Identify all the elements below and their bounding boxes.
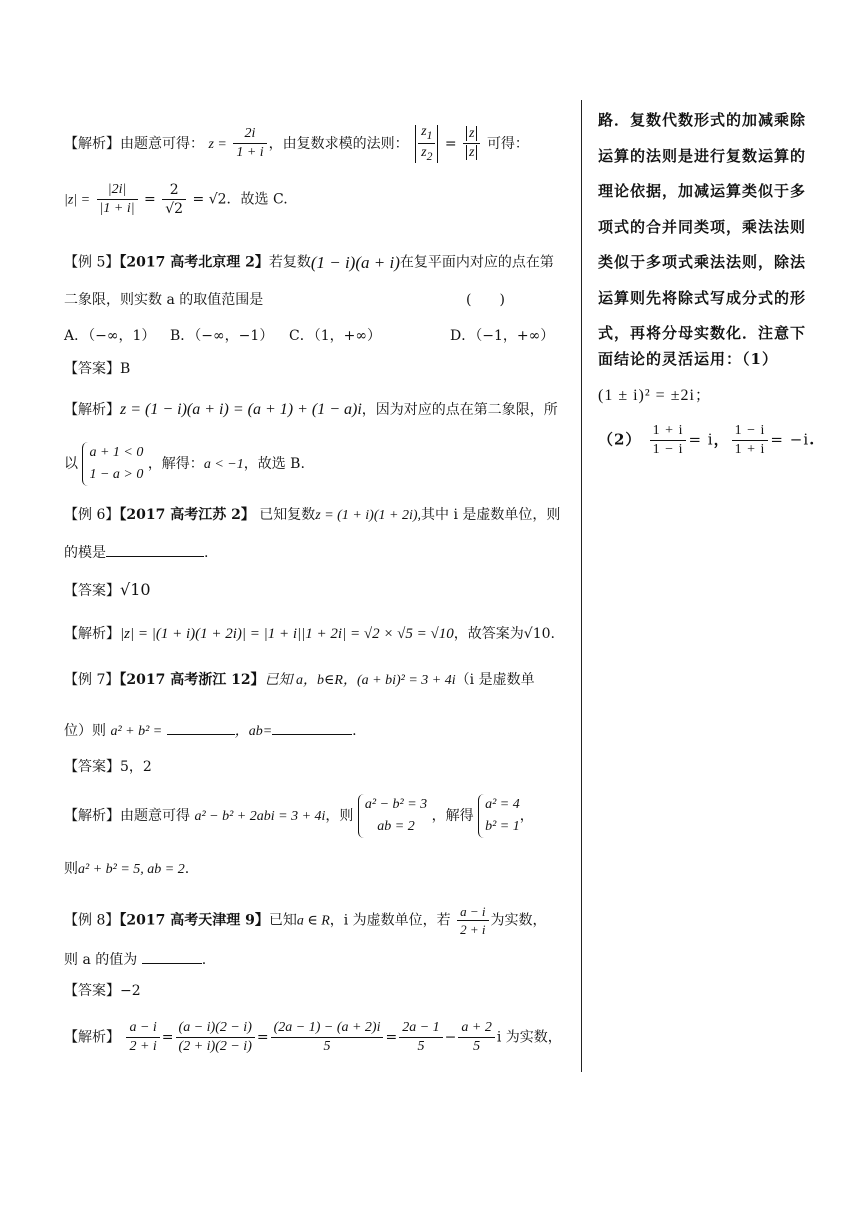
ex8-f2-den: (2 + i)(2 − i) [178, 1039, 252, 1054]
ex7-stem-end: . [352, 723, 357, 739]
ex5-system [82, 442, 143, 486]
ex7-sys2-row2: b² = 1 [485, 819, 520, 834]
ex5-paren: ( ) [466, 292, 505, 308]
ex6-label: 【例 6】 [64, 507, 120, 523]
side-f2-end: . [809, 430, 816, 449]
ex5-jiexi-text: ，因为对应的点在第二象限，所 [361, 402, 558, 418]
ex7-jiexi-1: 由题意可得 [120, 808, 190, 824]
ex5-stem-line1 [64, 254, 554, 271]
ex8-stem-line1 [64, 905, 547, 936]
ex4-rule-text: ，由复数求模的法则： [268, 135, 409, 152]
ex8-frac [457, 905, 488, 936]
ex8-stem-1: 已知 [268, 912, 297, 929]
ex8-f4-num: 2a − 1 [399, 1021, 442, 1038]
ex5-sys-row1: a + 1 < 0 [89, 445, 144, 460]
side-line-3: 理论依据，加减运算类似于多 [598, 182, 807, 200]
ex6-stem-1: 已知复数 [259, 507, 316, 523]
ex5-answer-value: B [120, 361, 131, 377]
ex5-source: 【2017 高考北京理 2】 [119, 254, 269, 271]
ex4-rule-eq: = [444, 135, 457, 152]
ex7-then-end: . [184, 861, 190, 877]
ex5-option-c: C．（1，+∞） [289, 328, 382, 344]
ex8-jiexi-label: 【解析】 [64, 1029, 120, 1046]
ex8-f3 [271, 1021, 384, 1054]
ex5-label: 【例 5】 [64, 254, 120, 271]
ex7-jiexi-label: 【解析】 [64, 808, 120, 824]
ex4-rule-rhs-z2: z [466, 145, 477, 160]
ex8-f3-den: 5 [323, 1039, 331, 1054]
ex8-stem-end: . [201, 952, 207, 968]
ex8-frac-den: 2 + i [460, 922, 486, 937]
ex4-calc-frac2 [162, 183, 186, 216]
ex5-option-d: D．（−1，+∞） [450, 328, 555, 344]
ex8-answer-label: 【答案】 [64, 983, 120, 999]
ex7-system-2 [478, 794, 520, 838]
ex7-blank-1[interactable] [167, 720, 235, 735]
ex5-analysis-line1 [64, 402, 558, 418]
ex7-answer-value: 5，2 [120, 759, 152, 775]
ex4-rule-rhs-z1: z [466, 126, 477, 141]
ex8-label: 【例 8】 [64, 912, 120, 929]
ex7-stem-line1 [64, 673, 535, 688]
ex4-calc-num2: 2 [162, 183, 186, 200]
ex6-stem-end: . [204, 545, 209, 561]
ex4-frac-num: 2i [233, 127, 266, 144]
ex7-jiexi-expr: a² − b² + 2abi = 3 + 4i [194, 809, 326, 824]
ex5-solve-end: ，故选 B. [243, 456, 305, 472]
ex4-jiexi-label: 【解析】 [64, 135, 120, 152]
ex8-f1 [126, 1021, 159, 1054]
ex4-z-eq: z = [208, 136, 227, 152]
ex7-jiexi-comma: ， [519, 808, 534, 824]
ex7-then-expr: a² + b² = 5, ab = 2 [78, 862, 185, 877]
ex6-jiexi-expr: |z| = |(1 + i)(1 + 2i)| = |1 + i||1 + 2i| = √2 × √5 = √10 [120, 626, 454, 642]
ex7-sys1-row2: ab = 2 [377, 819, 415, 834]
ex4-intro: 由题意可得： [120, 135, 204, 152]
ex4-analysis-line1 [64, 125, 529, 163]
ex7-jiexi-3: ，解得 [431, 808, 474, 824]
ex6-jiexi-end: . [550, 626, 555, 642]
ex6-source: 【2017 高考江苏 2】 [119, 507, 255, 523]
ex8-f5 [458, 1021, 494, 1054]
ex7-stem-line2-text: 位）则 [64, 723, 106, 739]
side-f1: (1 ± i)² = ±2i [598, 387, 695, 404]
ex7-sys2-row1: a² = 4 [485, 797, 520, 812]
ex7-analysis-line2 [64, 862, 189, 877]
ex7-stem-2: （i 是虚数单 [455, 672, 535, 688]
ex8-stem-line2-text: 则 a 的值为 [64, 952, 138, 968]
ex4-rule-z2: z [421, 145, 427, 161]
side-f2b-res: = −i [770, 430, 810, 449]
ex5-sys-row2: 1 − a > 0 [89, 467, 144, 482]
ex8-f3-num: (2a − 1) − (a + 2)i [271, 1021, 384, 1038]
ex7-stem-line2 [64, 720, 357, 739]
ex7-analysis-line1 [64, 794, 534, 838]
ex4-calc-result: = √2 [192, 191, 227, 208]
ex6-answer-value: √10 [120, 580, 151, 599]
ex8-eq-2: = [256, 1029, 269, 1046]
side-f2b-num: 1 − i [732, 424, 769, 441]
side-f1-end: ； [694, 386, 711, 404]
side-line-4: 项式的合并同类项，乘法法则 [598, 218, 807, 236]
ex5-stem-expr: (1 − i)(a + i) [310, 253, 400, 272]
ex5-so: 以 [64, 456, 78, 472]
ex7-stem-expr: (a + bi)² = 3 + 4i [356, 673, 456, 688]
side-f2b [732, 424, 769, 457]
ex4-can-get: 可得： [486, 135, 529, 152]
ex8-stem-line2 [64, 949, 206, 967]
ex8-f2-num: (a − i)(2 − i) [176, 1021, 255, 1038]
ex5-option-a: A．（−∞，1） [64, 328, 156, 344]
ex4-choose: ．故选 C. [226, 191, 288, 208]
side-f2a-den: 1 − i [652, 442, 684, 457]
side-f2a [650, 424, 687, 457]
ex8-f1-num: a − i [126, 1021, 159, 1038]
side-f2-label: （2） [598, 430, 642, 449]
ex8-source: 【2017 高考天津理 9】 [119, 912, 269, 929]
ex6-answer-blank[interactable] [106, 542, 204, 557]
ex5-jiexi-label: 【解析】 [64, 402, 120, 418]
ex7-label: 【例 7】 [64, 672, 120, 688]
ex7-system-1 [358, 794, 427, 838]
ex4-calc-den1: |1 + i| [99, 201, 135, 216]
ex7-then: 则 [64, 861, 78, 877]
ex6-jiexi-label: 【解析】 [64, 626, 120, 642]
side-formula-2 [598, 424, 815, 457]
ex4-calc-den2: √2 [165, 201, 184, 217]
side-sep: ， [713, 430, 730, 449]
ex7-blank-2[interactable] [272, 720, 352, 735]
ex7-stem-1: 已知 a，b∈R， [264, 673, 357, 688]
ex7-stem-expr2: a² + b² = [110, 724, 163, 739]
ex8-f5-den: 5 [473, 1039, 481, 1054]
ex5-stem-2: 在复平面内对应的点在第 [399, 254, 554, 271]
ex5-analysis-line2 [64, 442, 305, 486]
side-line-5: 类似于多项式乘法法则，除法 [598, 253, 807, 271]
ex4-calc-eq: = [144, 191, 156, 208]
ex5-stem-line2-text: 二象限，则实数 a 的取值范围是 [64, 292, 264, 308]
ex4-calc-num1: |2i| [97, 183, 138, 200]
ex8-answer-value: −2 [120, 983, 141, 999]
ex7-answer-label: 【答案】 [64, 759, 120, 775]
ex4-calc-lhs: |z| = [64, 192, 91, 208]
ex8-eq-3: = [385, 1029, 398, 1046]
side-formula-1 [598, 388, 711, 404]
ex8-answer-blank[interactable] [142, 949, 202, 964]
ex8-f1-den: 2 + i [129, 1039, 157, 1054]
ex6-answer-label: 【答案】 [64, 583, 120, 599]
side-line-2: 运算的法则是进行复数运算的 [598, 147, 807, 165]
side-line-6: 运算则先将除式写成分式的形 [598, 289, 807, 307]
ex5-option-b: B．（−∞，−1） [170, 328, 274, 344]
ex6-analysis [64, 627, 555, 642]
ex8-frac-num: a − i [457, 905, 488, 921]
ex5-solve-expr: a < −1 [203, 457, 244, 472]
ex7-answer [64, 760, 152, 774]
ex6-stem-line2-text: 的模是 [64, 545, 106, 561]
ex4-analysis-line2 [64, 183, 288, 216]
ex8-minus: − [444, 1029, 457, 1046]
ex5-stem-1: 若复数 [268, 254, 311, 271]
ex6-jiexi-ans: √10 [523, 626, 551, 642]
side-line-8: 面结论的灵活运用：（1） [598, 350, 778, 368]
ex4-fraction [233, 127, 266, 160]
ex6-jiexi-text: ，故答案为 [453, 626, 524, 642]
ex7-stem-mid: ，ab= [234, 724, 273, 739]
side-f2a-res: = i [688, 430, 714, 449]
ex5-answer [64, 362, 130, 376]
ex5-answer-label: 【答案】 [64, 361, 120, 377]
ex8-tail: i 为实数， [496, 1029, 562, 1046]
ex8-analysis [64, 1021, 562, 1054]
ex4-rule-sub2: 2 [426, 150, 433, 164]
ex4-frac-den: 1 + i [236, 145, 264, 161]
ex8-stem-3: 为实数， [490, 912, 547, 929]
ex5-stem-line2 [64, 293, 263, 307]
ex6-stem-expr: z = (1 + i)(1 + 2i), [315, 508, 421, 523]
ex5-solve: ，解得： [147, 456, 204, 472]
ex8-eq-1: = [161, 1029, 174, 1046]
side-line-1: 路．复数代数形式的加减乘除 [598, 111, 807, 129]
ex8-stem-expr: a ∈ R [296, 913, 330, 929]
ex7-source: 【2017 高考浙江 12】 [119, 672, 265, 688]
ex6-stem-2: 其中 i 是虚数单位，则 [421, 507, 561, 523]
side-f2a-num: 1 + i [650, 424, 687, 441]
ex7-sys1-row1: a² − b² = 3 [364, 797, 428, 812]
ex8-f5-num: a + 2 [458, 1021, 494, 1038]
ex8-stem-2: ，i 为虚数单位，若 [329, 912, 451, 929]
ex4-rule-rhs [463, 127, 480, 160]
ex8-f4-den: 5 [417, 1039, 425, 1054]
ex5-jiexi-expr: z = (1 − i)(a + i) = (a + 1) + (1 − a)i [120, 401, 362, 418]
ex6-stem-line2 [64, 542, 208, 560]
ex4-calc-frac1 [97, 183, 138, 216]
side-line-7: 式，再将分母实数化．注意下 [598, 324, 807, 342]
ex7-jiexi-2: ，则 [325, 808, 354, 824]
ex4-rule-lhs [415, 125, 438, 163]
ex4-rule-z1: z [421, 124, 427, 139]
column-divider [581, 100, 582, 1072]
ex8-f2 [176, 1021, 255, 1054]
ex6-stem-line1 [64, 508, 560, 523]
side-f2b-den: 1 + i [734, 442, 766, 457]
ex8-answer [64, 984, 141, 998]
ex6-answer [64, 582, 151, 598]
ex4-rule-sub1: 1 [426, 128, 433, 142]
ex8-f4 [399, 1021, 442, 1054]
